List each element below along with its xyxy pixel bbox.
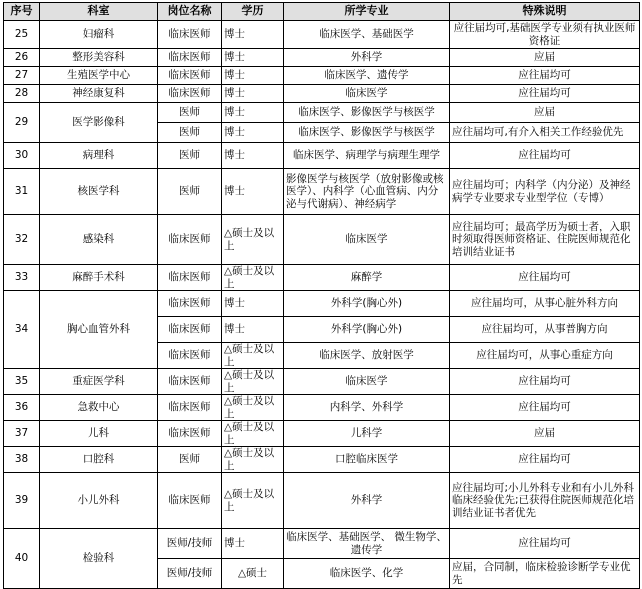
row-note: 应往届均可，从事心重症方向 <box>450 343 640 369</box>
table-row <box>4 103 640 123</box>
row-note: 应往届均可；内科学（内分泌）及神经病学专业要求专业型学位（专博） <box>450 169 640 215</box>
row-education: 博士 <box>222 49 284 67</box>
row-position: 医师/技师 <box>158 529 222 559</box>
row-no: 40 <box>4 529 40 589</box>
row-education: 博士 <box>222 85 284 103</box>
row-dept: 整形美容科 <box>40 49 158 67</box>
row-dept: 小儿外科 <box>40 473 158 529</box>
row-no: 32 <box>4 215 40 265</box>
table-row <box>4 21 640 49</box>
row-education: △硕士及以上 <box>222 473 284 529</box>
row-dept: 医学影像科 <box>40 103 158 143</box>
row-dept: 病理科 <box>40 143 158 169</box>
row-no: 35 <box>4 369 40 395</box>
row-education: 博士 <box>222 67 284 85</box>
row-no: 28 <box>4 85 40 103</box>
row-education: △硕士及以上 <box>222 215 284 265</box>
row-no: 25 <box>4 21 40 49</box>
table-row <box>4 49 640 67</box>
table-row <box>4 395 640 421</box>
row-no: 33 <box>4 265 40 291</box>
row-education: 博士 <box>222 21 284 49</box>
row-note: 应往届均可 <box>450 143 640 169</box>
row-education: 博士 <box>222 123 284 143</box>
header-note: 特殊说明 <box>450 3 640 21</box>
row-major: 外科学 <box>284 473 450 529</box>
row-major: 外科学 <box>284 49 450 67</box>
table-row <box>4 215 640 265</box>
row-major: 麻醉学 <box>284 265 450 291</box>
row-dept: 神经康复科 <box>40 85 158 103</box>
row-note: 应届 <box>450 103 640 123</box>
row-position: 临床医师 <box>158 21 222 49</box>
row-position: 临床医师 <box>158 291 222 317</box>
row-major: 临床医学、病理学与病理生理学 <box>284 143 450 169</box>
row-no: 26 <box>4 49 40 67</box>
row-note: 应往届均可 <box>450 67 640 85</box>
row-position: 医师/技师 <box>158 559 222 589</box>
row-education: 博士 <box>222 103 284 123</box>
row-position: 医师 <box>158 123 222 143</box>
row-no: 29 <box>4 103 40 143</box>
row-note: 应往届均可；最高学历为硕士者，入职时须取得医师资格证、住院医师规范化培训结业证书 <box>450 215 640 265</box>
row-education: △硕士 <box>222 559 284 589</box>
row-no: 39 <box>4 473 40 529</box>
row-dept: 重症医学科 <box>40 369 158 395</box>
row-note: 应往届均可，从事普胸方向 <box>450 317 640 343</box>
row-dept: 胸心血管外科 <box>40 291 158 369</box>
row-major: 外科学(胸心外) <box>284 291 450 317</box>
table-row <box>4 67 640 85</box>
row-major: 内科学、外科学 <box>284 395 450 421</box>
row-major: 临床医学 <box>284 369 450 395</box>
row-dept: 核医学科 <box>40 169 158 215</box>
row-dept: 儿科 <box>40 421 158 447</box>
row-position: 临床医师 <box>158 395 222 421</box>
row-note: 应往届均可 <box>450 447 640 473</box>
row-note: 应往届均可,有介入相关工作经验优先 <box>450 123 640 143</box>
row-position: 临床医师 <box>158 85 222 103</box>
row-position: 临床医师 <box>158 67 222 85</box>
row-position: 临床医师 <box>158 49 222 67</box>
row-major: 临床医学、化学 <box>284 559 450 589</box>
row-major: 口腔临床医学 <box>284 447 450 473</box>
recruitment-table <box>3 2 640 589</box>
row-education: 博士 <box>222 169 284 215</box>
row-major: 临床医学、放射医学 <box>284 343 450 369</box>
table-row <box>4 169 640 215</box>
row-education: △硕士及以上 <box>222 369 284 395</box>
table-row <box>4 529 640 559</box>
row-major: 儿科学 <box>284 421 450 447</box>
row-position: 临床医师 <box>158 343 222 369</box>
row-note: 应届，合同制，临床检验诊断学专业优先 <box>450 559 640 589</box>
row-no: 34 <box>4 291 40 369</box>
row-note: 应往届均可 <box>450 85 640 103</box>
row-major: 影像医学与核医学（放射影像或核医学）、内科学（心血管病、内分泌与代谢病）、神经病学 <box>284 169 450 215</box>
row-note: 应届 <box>450 49 640 67</box>
row-no: 30 <box>4 143 40 169</box>
row-education: 博士 <box>222 291 284 317</box>
row-major: 临床医学、遗传学 <box>284 67 450 85</box>
row-position: 临床医师 <box>158 473 222 529</box>
row-dept: 急救中心 <box>40 395 158 421</box>
row-note: 应往届均可,基础医学专业须有执业医师资格证 <box>450 21 640 49</box>
row-no: 27 <box>4 67 40 85</box>
row-note: 应往届均可 <box>450 529 640 559</box>
row-education: △硕士及以上 <box>222 447 284 473</box>
table-row <box>4 369 640 395</box>
table-row <box>4 291 640 317</box>
row-education: △硕士及以上 <box>222 395 284 421</box>
header-no: 序号 <box>4 3 40 21</box>
table-row <box>4 473 640 529</box>
row-dept: 妇瘤科 <box>40 21 158 49</box>
row-position: 医师 <box>158 447 222 473</box>
row-dept: 口腔科 <box>40 447 158 473</box>
row-major: 临床医学 <box>284 85 450 103</box>
row-dept: 生殖医学中心 <box>40 67 158 85</box>
row-major: 临床医学 <box>284 215 450 265</box>
row-no: 37 <box>4 421 40 447</box>
row-education: 博士 <box>222 143 284 169</box>
row-position: 医师 <box>158 143 222 169</box>
header-major: 所学专业 <box>284 3 450 21</box>
row-position: 临床医师 <box>158 421 222 447</box>
row-major: 外科学(胸心外) <box>284 317 450 343</box>
row-no: 38 <box>4 447 40 473</box>
row-education: △硕士及以上 <box>222 265 284 291</box>
table-row <box>4 421 640 447</box>
row-education: 博士 <box>222 529 284 559</box>
table-row <box>4 85 640 103</box>
table-row <box>4 143 640 169</box>
row-education: △硕士及以上 <box>222 343 284 369</box>
row-note: 应往届均可 <box>450 369 640 395</box>
row-note: 应届 <box>450 421 640 447</box>
row-note: 应往届均可 <box>450 265 640 291</box>
row-position: 医师 <box>158 103 222 123</box>
table-row <box>4 447 640 473</box>
row-no: 36 <box>4 395 40 421</box>
row-note: 应往届均可;小儿外科专业和有小儿外科临床经验优先;已获得住院医师规范化培训结业证书者优先 <box>450 473 640 529</box>
row-dept: 麻醉手术科 <box>40 265 158 291</box>
row-note: 应往届均可 <box>450 395 640 421</box>
header-position: 岗位名称 <box>158 3 222 21</box>
row-position: 临床医师 <box>158 215 222 265</box>
row-education: △硕士及以上 <box>222 421 284 447</box>
row-position: 医师 <box>158 169 222 215</box>
row-dept: 检验科 <box>40 529 158 589</box>
row-major: 临床医学、基础医学 <box>284 21 450 49</box>
table-header-row <box>4 3 640 21</box>
row-position: 临床医师 <box>158 265 222 291</box>
row-no: 31 <box>4 169 40 215</box>
row-position: 临床医师 <box>158 317 222 343</box>
header-dept: 科室 <box>40 3 158 21</box>
row-major: 临床医学、影像医学与核医学 <box>284 123 450 143</box>
row-note: 应往届均可，从事心脏外科方向 <box>450 291 640 317</box>
header-education: 学历 <box>222 3 284 21</box>
row-education: 博士 <box>222 317 284 343</box>
row-major: 临床医学、影像医学与核医学 <box>284 103 450 123</box>
row-position: 临床医师 <box>158 369 222 395</box>
table-row <box>4 265 640 291</box>
row-dept: 感染科 <box>40 215 158 265</box>
row-major: 临床医学、基础医学、 微生物学、遗传学 <box>284 529 450 559</box>
